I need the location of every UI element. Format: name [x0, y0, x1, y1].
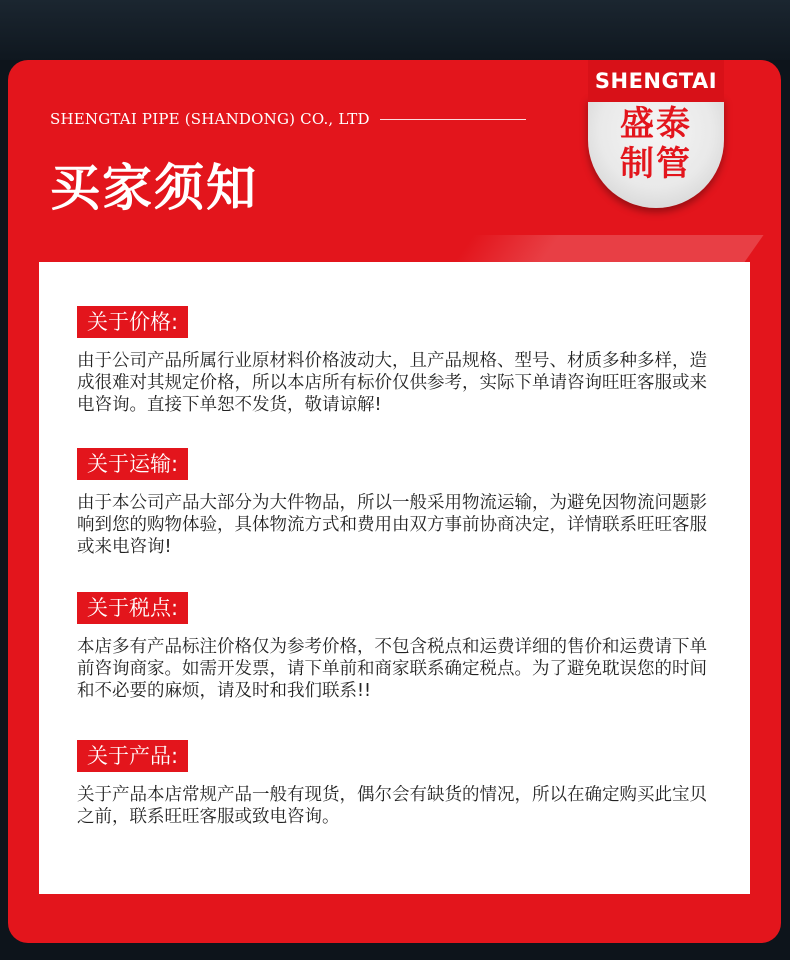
- decorative-stripe: [452, 235, 763, 265]
- section-body: 由于公司产品所属行业原材料价格波动大，且产品规格、型号、材质多种多样，造成很难对其规定价格，所以本店所有标价仅供参考，实际下单请咨询旺旺客服或来电咨询。直接下单恕不发货，敬请谅解!: [77, 351, 707, 415]
- page-background-top: [0, 0, 790, 60]
- section-body: 关于产品本店常规产品一般有现货，偶尔会有缺货的情况，所以在确定购买此宝贝之前，联系旺旺客服或致电咨询。: [77, 785, 707, 827]
- section-title: 关于运输:: [77, 448, 188, 480]
- badge-line-2: 制管: [620, 144, 692, 184]
- divider-line: [380, 119, 526, 120]
- notice-card: [8, 60, 781, 943]
- page-title: 买家须知: [50, 159, 258, 217]
- badge-line-1: 盛泰: [620, 104, 692, 144]
- notice-panel: [39, 262, 750, 894]
- badge-chinese-name: [588, 104, 724, 184]
- section-title: 关于价格:: [77, 306, 188, 338]
- section-body: 本店多有产品标注价格仅为参考价格，不包含税点和运费详细的售价和运费请下单前咨询商家。如需开发票，请下单前和商家联系确定税点。为了避免耽误您的时间和不必要的麻烦，请及时和我们联系!!: [77, 637, 707, 701]
- section-product: [77, 740, 713, 828]
- company-name-line: [50, 110, 526, 128]
- section-title: 关于税点:: [77, 592, 188, 624]
- section-price: [77, 306, 713, 416]
- section-body: 由于本公司产品大部分为大件物品，所以一般采用物流运输，为避免因物流问题影响到您的购物体验，具体物流方式和费用由双方事前协商决定，详情联系旺旺客服或来电咨询!: [77, 493, 707, 557]
- section-tax: [77, 592, 713, 702]
- section-title: 关于产品:: [77, 740, 188, 772]
- company-name: SHENGTAI PIPE (SHANDONG) CO., LTD: [50, 110, 370, 128]
- brand-badge: [588, 60, 724, 210]
- badge-latin-name: SHENGTAI: [588, 60, 724, 102]
- section-shipping: [77, 448, 713, 558]
